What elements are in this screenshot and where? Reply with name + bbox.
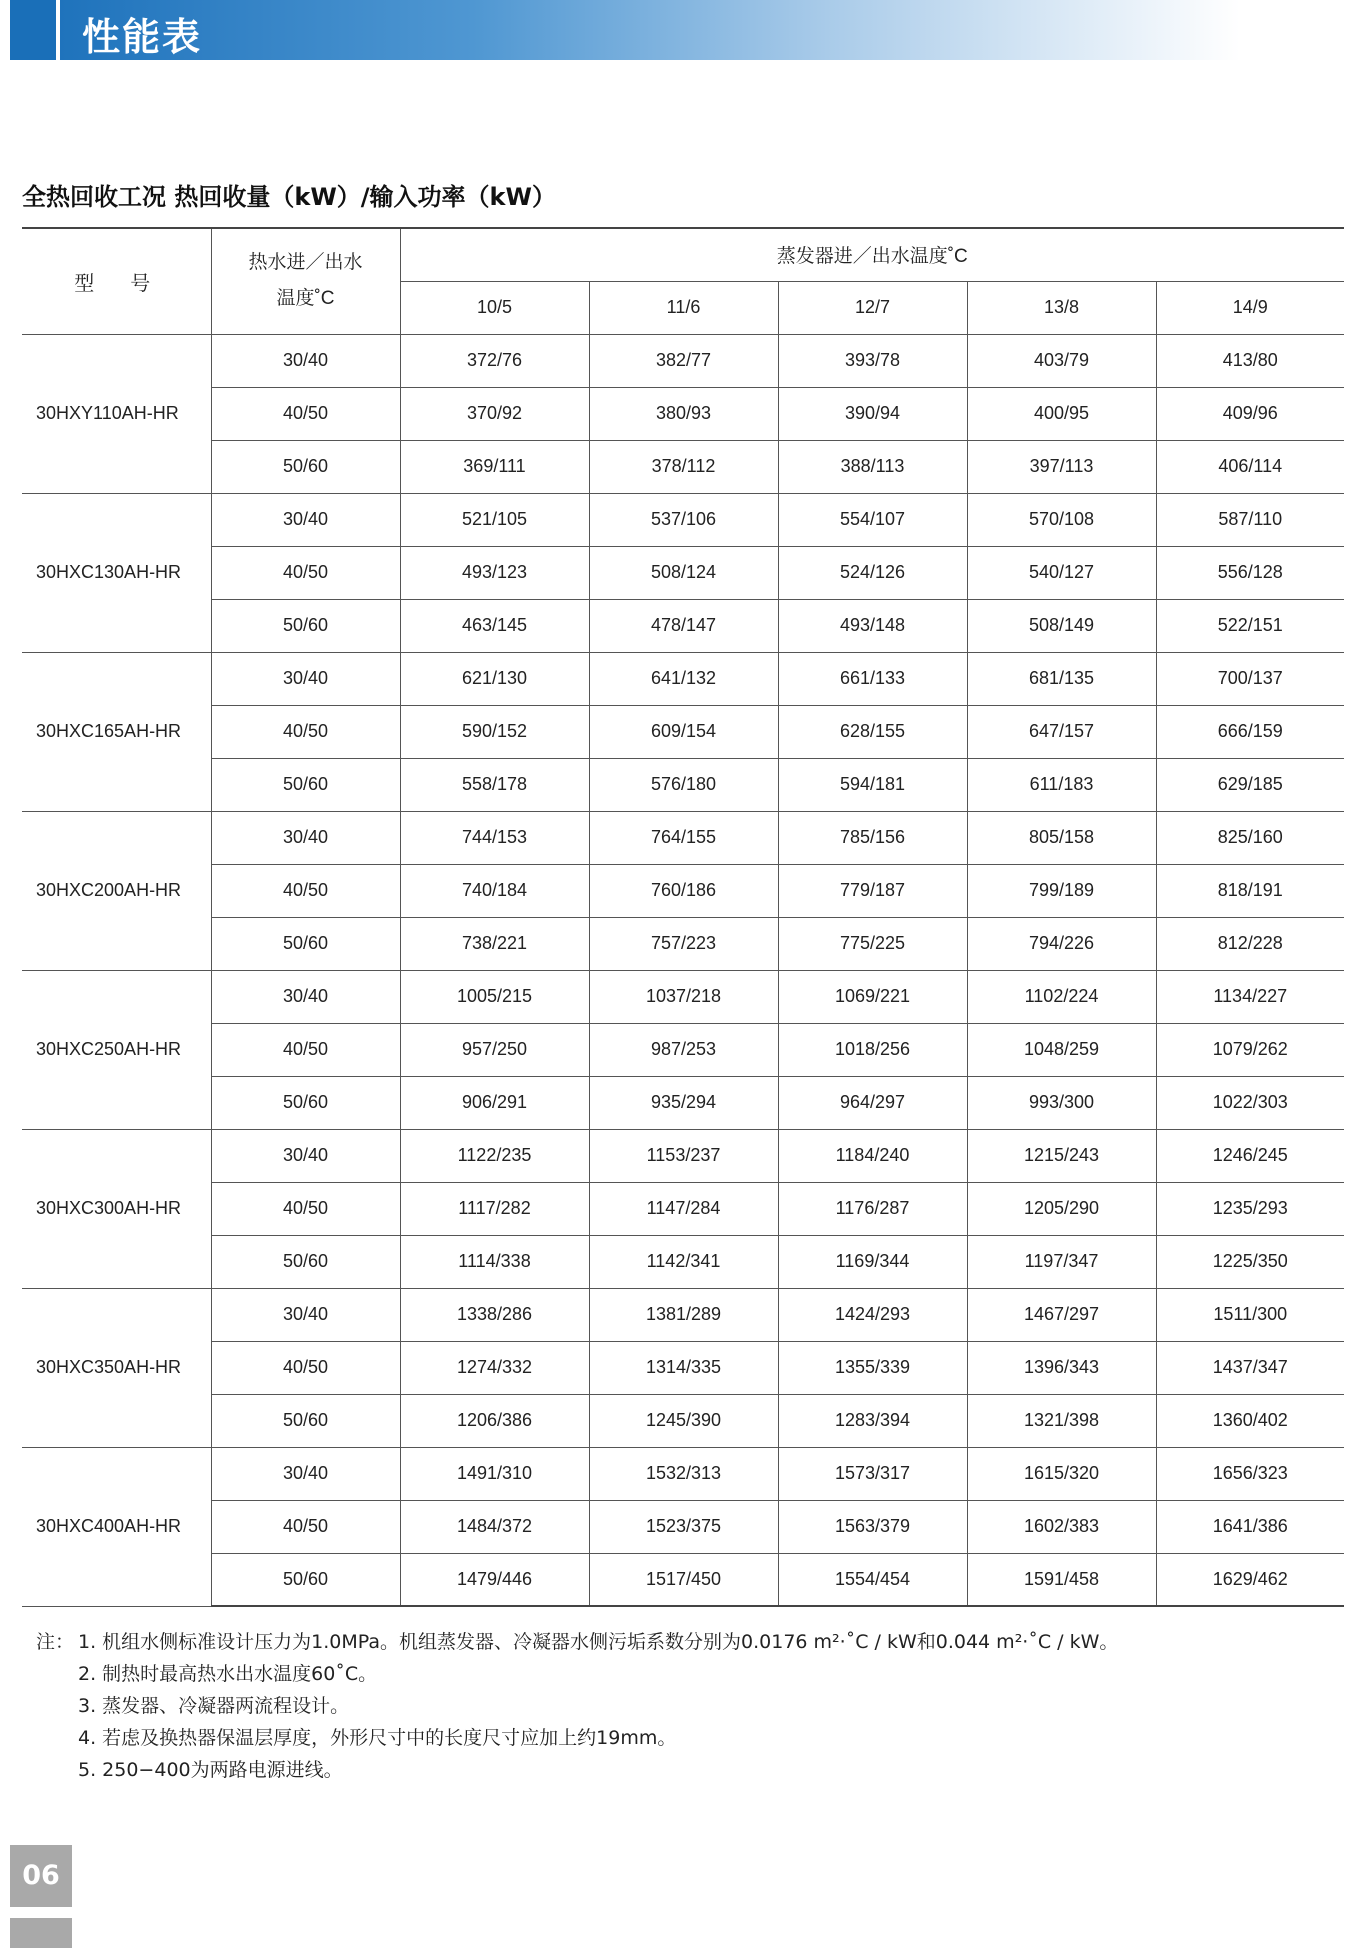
value-cell: 1491/310 (400, 1447, 589, 1500)
value-cell: 964/297 (778, 1076, 967, 1129)
value-cell: 1134/227 (1156, 970, 1344, 1023)
value-cell: 785/156 (778, 811, 967, 864)
value-cell: 775/225 (778, 917, 967, 970)
value-cell: 700/137 (1156, 652, 1344, 705)
evap-temp-header: 11/6 (589, 281, 778, 334)
value-cell: 1246/245 (1156, 1129, 1344, 1182)
model-name-cell: 30HXC300AH-HR (22, 1129, 211, 1288)
value-cell: 493/148 (778, 599, 967, 652)
value-cell: 1206/386 (400, 1394, 589, 1447)
value-cell: 609/154 (589, 705, 778, 758)
model-name-cell: 30HXC400AH-HR (22, 1447, 211, 1606)
value-cell: 1018/256 (778, 1023, 967, 1076)
value-cell: 409/96 (1156, 387, 1344, 440)
value-cell: 594/181 (778, 758, 967, 811)
value-cell: 372/76 (400, 334, 589, 387)
note-item: 4. 若虑及换热器保温层厚度，外形尺寸中的长度尺寸应加上约19mm。 (78, 1727, 677, 1749)
value-cell: 1037/218 (589, 970, 778, 1023)
table-row (22, 493, 1344, 546)
hot-water-temp-cell: 30/40 (211, 652, 400, 705)
hot-water-temp-cell: 50/60 (211, 1235, 400, 1288)
hot-water-column-header (211, 228, 400, 334)
value-cell: 1511/300 (1156, 1288, 1344, 1341)
value-cell: 779/187 (778, 864, 967, 917)
table-body (22, 334, 1344, 1606)
value-cell: 629/185 (1156, 758, 1344, 811)
evap-temp-header: 12/7 (778, 281, 967, 334)
value-cell: 1142/341 (589, 1235, 778, 1288)
hot-water-temp-cell: 40/50 (211, 1023, 400, 1076)
value-cell: 1523/375 (589, 1500, 778, 1553)
note-item: 3. 蒸发器、冷凝器两流程设计。 (78, 1695, 350, 1717)
value-cell: 1424/293 (778, 1288, 967, 1341)
value-cell: 590/152 (400, 705, 589, 758)
value-cell: 524/126 (778, 546, 967, 599)
value-cell: 1169/344 (778, 1235, 967, 1288)
value-cell: 957/250 (400, 1023, 589, 1076)
value-cell: 740/184 (400, 864, 589, 917)
value-cell: 493/123 (400, 546, 589, 599)
table-row (22, 864, 1344, 917)
value-cell: 508/124 (589, 546, 778, 599)
table-row (22, 1447, 1344, 1500)
table-row (22, 1076, 1344, 1129)
value-cell: 378/112 (589, 440, 778, 493)
table-row (22, 334, 1344, 387)
hot-water-temp-cell: 30/40 (211, 970, 400, 1023)
hot-water-temp-cell: 30/40 (211, 334, 400, 387)
table-row (22, 1023, 1344, 1076)
value-cell: 1573/317 (778, 1447, 967, 1500)
value-cell: 1360/402 (1156, 1394, 1344, 1447)
value-cell: 1114/338 (400, 1235, 589, 1288)
hot-water-temp-cell: 30/40 (211, 1288, 400, 1341)
hot-water-header-line1: 热水进／出水 (248, 252, 363, 274)
value-cell: 570/108 (967, 493, 1156, 546)
value-cell: 1484/372 (400, 1500, 589, 1553)
hot-water-temp-cell: 30/40 (211, 1129, 400, 1182)
table-row (22, 1235, 1344, 1288)
page-title: 性能表 (82, 15, 203, 59)
value-cell: 799/189 (967, 864, 1156, 917)
table-row (22, 440, 1344, 493)
value-cell: 1153/237 (589, 1129, 778, 1182)
note-item: 2. 制热时最高热水出水温度60˚C。 (78, 1663, 378, 1685)
page-bottom-block (10, 1918, 72, 1948)
hot-water-temp-cell: 50/60 (211, 1394, 400, 1447)
value-cell: 478/147 (589, 599, 778, 652)
value-cell: 993/300 (967, 1076, 1156, 1129)
hot-water-temp-cell: 50/60 (211, 1553, 400, 1606)
value-cell: 812/228 (1156, 917, 1344, 970)
hot-water-temp-cell: 40/50 (211, 864, 400, 917)
value-cell: 537/106 (589, 493, 778, 546)
note-item: 注： 1. 机组水侧标准设计压力为1.0MPa。机组蒸发器、冷凝器水侧污垢系数分别为0.0176 m²·˚C / kW和0.044 m²·˚C / kW。 (36, 1626, 1118, 1658)
hot-water-temp-cell: 50/60 (211, 758, 400, 811)
value-cell: 1005/215 (400, 970, 589, 1023)
value-cell: 587/110 (1156, 493, 1344, 546)
model-name-cell: 30HXC130AH-HR (22, 493, 211, 652)
value-cell: 641/132 (589, 652, 778, 705)
note-item: 5. 250−400为两路电源进线。 (78, 1759, 343, 1781)
value-cell: 390/94 (778, 387, 967, 440)
value-cell: 1532/313 (589, 1447, 778, 1500)
value-cell: 403/79 (967, 334, 1156, 387)
table-row (22, 1394, 1344, 1447)
header-bar (60, 0, 1240, 60)
hot-water-temp-cell: 40/50 (211, 387, 400, 440)
value-cell: 1321/398 (967, 1394, 1156, 1447)
value-cell: 760/186 (589, 864, 778, 917)
hot-water-temp-cell: 50/60 (211, 440, 400, 493)
table-row (22, 970, 1344, 1023)
value-cell: 764/155 (589, 811, 778, 864)
evap-temp-header: 14/9 (1156, 281, 1344, 334)
value-cell: 413/80 (1156, 334, 1344, 387)
value-cell: 1274/332 (400, 1341, 589, 1394)
performance-table (22, 227, 1344, 1607)
table-row (22, 917, 1344, 970)
table-row (22, 1182, 1344, 1235)
value-cell: 369/111 (400, 440, 589, 493)
hot-water-temp-cell: 50/60 (211, 1076, 400, 1129)
value-cell: 1048/259 (967, 1023, 1156, 1076)
value-cell: 1215/243 (967, 1129, 1156, 1182)
value-cell: 1656/323 (1156, 1447, 1344, 1500)
value-cell: 1102/224 (967, 970, 1156, 1023)
value-cell: 1117/282 (400, 1182, 589, 1235)
table-row (22, 387, 1344, 440)
value-cell: 757/223 (589, 917, 778, 970)
evaporator-temp-header: 蒸发器进／出水温度˚C (400, 228, 1344, 281)
value-cell: 825/160 (1156, 811, 1344, 864)
value-cell: 388/113 (778, 440, 967, 493)
model-name-cell: 30HXC165AH-HR (22, 652, 211, 811)
model-name-cell: 30HXC200AH-HR (22, 811, 211, 970)
value-cell: 666/159 (1156, 705, 1344, 758)
value-cell: 1381/289 (589, 1288, 778, 1341)
notes (36, 1626, 1118, 1786)
hot-water-temp-cell: 30/40 (211, 811, 400, 864)
hot-water-temp-cell: 40/50 (211, 546, 400, 599)
value-cell: 1591/458 (967, 1553, 1156, 1606)
value-cell: 380/93 (589, 387, 778, 440)
evap-temp-header: 10/5 (400, 281, 589, 334)
value-cell: 621/130 (400, 652, 589, 705)
hot-water-temp-cell: 40/50 (211, 1182, 400, 1235)
hot-water-temp-cell: 30/40 (211, 1447, 400, 1500)
value-cell: 1437/347 (1156, 1341, 1344, 1394)
value-cell: 1615/320 (967, 1447, 1156, 1500)
value-cell: 1338/286 (400, 1288, 589, 1341)
value-cell: 744/153 (400, 811, 589, 864)
value-cell: 1176/287 (778, 1182, 967, 1235)
hot-water-temp-cell: 40/50 (211, 1500, 400, 1553)
table-row (22, 546, 1344, 599)
value-cell: 1602/383 (967, 1500, 1156, 1553)
value-cell: 576/180 (589, 758, 778, 811)
value-cell: 1396/343 (967, 1341, 1156, 1394)
value-cell: 558/178 (400, 758, 589, 811)
value-cell: 1355/339 (778, 1341, 967, 1394)
value-cell: 393/78 (778, 334, 967, 387)
evap-temp-header: 13/8 (967, 281, 1156, 334)
value-cell: 508/149 (967, 599, 1156, 652)
value-cell: 1283/394 (778, 1394, 967, 1447)
value-cell: 1563/379 (778, 1500, 967, 1553)
value-cell: 1235/293 (1156, 1182, 1344, 1235)
value-cell: 1314/335 (589, 1341, 778, 1394)
value-cell: 406/114 (1156, 440, 1344, 493)
value-cell: 628/155 (778, 705, 967, 758)
value-cell: 661/133 (778, 652, 967, 705)
hot-water-header-line2: 温度˚C (276, 288, 335, 310)
value-cell: 681/135 (967, 652, 1156, 705)
table-row (22, 758, 1344, 811)
value-cell: 370/92 (400, 387, 589, 440)
value-cell: 1517/450 (589, 1553, 778, 1606)
value-cell: 397/113 (967, 440, 1156, 493)
value-cell: 738/221 (400, 917, 589, 970)
value-cell: 556/128 (1156, 546, 1344, 599)
value-cell: 794/226 (967, 917, 1156, 970)
table-row (22, 1553, 1344, 1606)
hot-water-temp-cell: 40/50 (211, 705, 400, 758)
value-cell: 611/183 (967, 758, 1156, 811)
value-cell: 818/191 (1156, 864, 1344, 917)
value-cell: 1022/303 (1156, 1076, 1344, 1129)
notes-prefix: 注： (36, 1631, 75, 1653)
hot-water-temp-cell: 50/60 (211, 917, 400, 970)
value-cell: 1079/262 (1156, 1023, 1344, 1076)
table-row (22, 652, 1344, 705)
hot-water-temp-cell: 40/50 (211, 1341, 400, 1394)
table-row (22, 1341, 1344, 1394)
value-cell: 1554/454 (778, 1553, 967, 1606)
value-cell: 1184/240 (778, 1129, 967, 1182)
value-cell: 1147/284 (589, 1182, 778, 1235)
model-name-cell: 30HXC350AH-HR (22, 1288, 211, 1447)
value-cell: 1629/462 (1156, 1553, 1344, 1606)
page-number: 06 (10, 1845, 72, 1907)
table-row (22, 705, 1344, 758)
value-cell: 987/253 (589, 1023, 778, 1076)
value-cell: 540/127 (967, 546, 1156, 599)
value-cell: 1197/347 (967, 1235, 1156, 1288)
value-cell: 1479/446 (400, 1553, 589, 1606)
value-cell: 1225/350 (1156, 1235, 1344, 1288)
hot-water-temp-cell: 30/40 (211, 493, 400, 546)
table-row (22, 811, 1344, 864)
value-cell: 805/158 (967, 811, 1156, 864)
table-row (22, 599, 1344, 652)
value-cell: 521/105 (400, 493, 589, 546)
hot-water-temp-cell: 50/60 (211, 599, 400, 652)
value-cell: 1641/386 (1156, 1500, 1344, 1553)
value-cell: 935/294 (589, 1076, 778, 1129)
model-name-cell: 30HXC250AH-HR (22, 970, 211, 1129)
value-cell: 1205/290 (967, 1182, 1156, 1235)
value-cell: 463/145 (400, 599, 589, 652)
model-name-cell: 30HXY110AH-HR (22, 334, 211, 493)
table-row (22, 1129, 1344, 1182)
header-accent-block (10, 0, 56, 60)
value-cell: 554/107 (778, 493, 967, 546)
table-row (22, 1288, 1344, 1341)
model-column-header: 型 号 (22, 228, 211, 334)
value-cell: 382/77 (589, 334, 778, 387)
value-cell: 906/291 (400, 1076, 589, 1129)
value-cell: 1122/235 (400, 1129, 589, 1182)
value-cell: 647/157 (967, 705, 1156, 758)
value-cell: 522/151 (1156, 599, 1344, 652)
value-cell: 1245/390 (589, 1394, 778, 1447)
value-cell: 400/95 (967, 387, 1156, 440)
table-row (22, 1500, 1344, 1553)
value-cell: 1467/297 (967, 1288, 1156, 1341)
section-title: 全热回收工况 热回收量（kW）/输入功率（kW） (22, 183, 556, 211)
value-cell: 1069/221 (778, 970, 967, 1023)
